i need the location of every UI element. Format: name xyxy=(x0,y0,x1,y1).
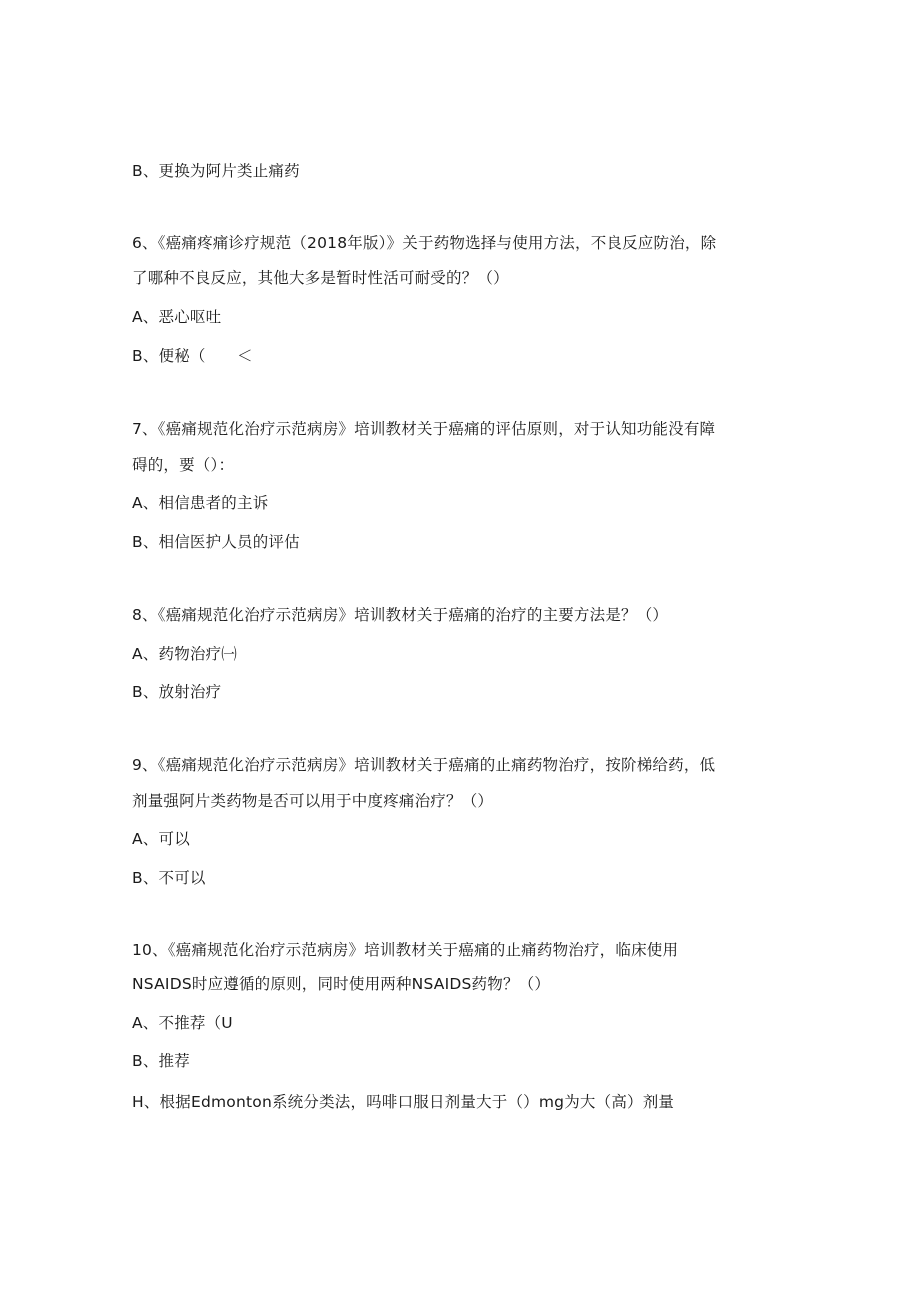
q6-question-line-2: 了哪种不良反应，其他大多是暂时性活可耐受的？（） xyxy=(132,269,509,287)
q5-option-b: B、更换为阿片类止痛药 xyxy=(132,162,300,180)
q9-option-b: B、不可以 xyxy=(132,869,206,887)
q6-option-b: B、便秘（ ＜ xyxy=(132,347,253,365)
q10-option-a: A、不推荐（U xyxy=(132,1014,233,1032)
q6-option-a: A、恶心呕吐 xyxy=(132,308,222,326)
q6-question-line-1: 6、《癌痛疼痛诊疗规范（2018年版）》关于药物选择与使用方法，不良反应防治，除 xyxy=(132,234,717,252)
q7-option-b: B、相信医护人员的评估 xyxy=(132,533,300,551)
q7-question-line-1: 7、《癌痛规范化治疗示范病房》培训教材关于癌痛的评估原则，对于认知功能没有障 xyxy=(132,420,716,438)
q8-option-b: B、放射治疗 xyxy=(132,683,222,701)
q9-question-line-2: 剂量强阿片类药物是否可以用于中度疼痛治疗？（） xyxy=(132,792,494,810)
q8-question: 8、《癌痛规范化治疗示范病房》培训教材关于癌痛的治疗的主要方法是？（） xyxy=(132,606,669,624)
q10-question-line-1: 10、《癌痛规范化治疗示范病房》培训教材关于癌痛的止痛药物治疗，临床使用 xyxy=(132,941,679,959)
q11-question: H、根据Edmonton系统分类法，吗啡口服日剂量大于（）mg为大（高）剂量 xyxy=(132,1093,675,1111)
q9-question-line-1: 9、《癌痛规范化治疗示范病房》培训教材关于癌痛的止痛药物治疗，按阶梯给药，低 xyxy=(132,756,716,774)
q7-option-a: A、相信患者的主诉 xyxy=(132,494,269,512)
q7-question-line-2: 碍的，要（）： xyxy=(132,456,235,474)
q10-option-b: B、推荐 xyxy=(132,1052,190,1070)
q10-question-line-2: NSAIDS时应遵循的原则，同时使用两种NSAIDS药物？（） xyxy=(132,975,551,993)
q8-option-a: A、药物治疗㈠ xyxy=(132,645,238,663)
q9-option-a: A、可以 xyxy=(132,830,190,848)
